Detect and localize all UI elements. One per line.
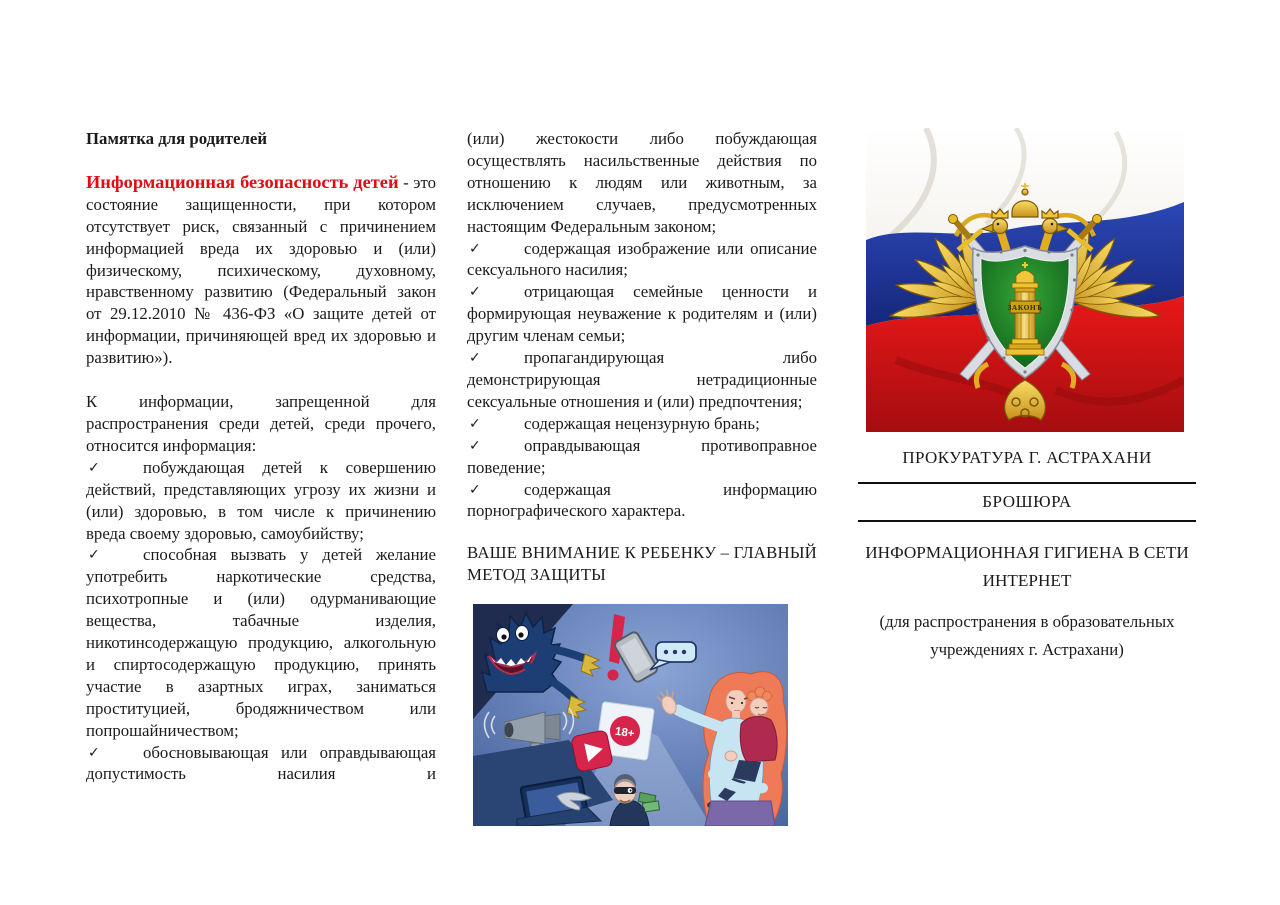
checkmark-icon: ✓ xyxy=(88,459,100,476)
prohibited-info-intro: К информации, запрещенной для распространения среди детей, среди прочего, относится информация: xyxy=(86,392,436,455)
document-type: БРОШЮРА xyxy=(982,491,1072,511)
checkmark-icon: ✓ xyxy=(469,284,481,301)
list-item xyxy=(467,479,817,523)
brochure-subtitle: (для распространения в образовательных учреждениях г. Астрахани) xyxy=(879,611,1175,659)
list-item xyxy=(467,347,817,413)
memo-heading: Памятка для родителей xyxy=(86,129,267,148)
column-left xyxy=(86,128,436,785)
list-item-text: обосновывающая или оправдывающая допустимость насилия и xyxy=(86,742,436,784)
list-item xyxy=(86,544,436,741)
prosecutor-emblem-image xyxy=(866,128,1184,432)
continuation-paragraph: (или) жестокости либо побуждающая осуществлять насильственные действия по отношению к людям или животным, за исключением случаев, предусмотренных настоящим Федеральным законом; xyxy=(467,129,817,236)
column-middle xyxy=(467,128,817,826)
checkmark-icon: ✓ xyxy=(88,547,100,564)
list-item-text: отрицающая семейные ценности и формирующая неуважение к родителям и (или) другим членам семьи; xyxy=(467,282,817,346)
list-item xyxy=(467,238,817,282)
play-button-icon xyxy=(571,730,614,773)
list-item-text: оправдывающая противоправное поведение; xyxy=(467,435,817,477)
brochure-title: ИНФОРМАЦИОННАЯ ГИГИЕНА В СЕТИ ИНТЕРНЕТ xyxy=(865,542,1189,590)
divider-line xyxy=(858,520,1196,522)
column-label: ЗАКОНЪ xyxy=(1007,303,1043,312)
checkmark-icon: ✓ xyxy=(88,744,100,761)
organization-name: ПРОКУРАТУРА Г. АСТРАХАНИ xyxy=(902,448,1152,467)
list-item-text: содержащая изображение или описание сексуального насилия; xyxy=(467,238,817,280)
list-item xyxy=(86,742,436,786)
lead-rest: - это состояние защищенности, при котором отсутствует риск, связанный с причинением информацией вреда их здоровью и (или) физическому, психическому, духовному, нравственному развитию (Федеральный закон от 29.12.2010 № 436-ФЗ «О защите детей от информации, причиняющей вред их здоровью и развитию»). xyxy=(86,172,436,368)
age-label: 18+ xyxy=(614,725,636,741)
list-item xyxy=(467,281,817,347)
list-item xyxy=(467,435,817,479)
checkmark-icon: ✓ xyxy=(469,240,481,257)
lead-term: Информационная безопасность детей xyxy=(86,171,399,192)
checkmark-icon: ✓ xyxy=(469,415,481,432)
checkmark-icon: ✓ xyxy=(469,481,481,498)
list-item xyxy=(86,457,436,545)
list-item xyxy=(467,413,817,435)
checkmark-icon: ✓ xyxy=(469,437,481,454)
list-item-text: содержащая информацию порнографического характера. xyxy=(467,479,817,521)
attention-heading: ВАШЕ ВНИМАНИЕ К РЕБЕНКУ – ГЛАВНЫЙ МЕТОД ЗАЩИТЫ xyxy=(467,543,817,585)
lead-paragraph xyxy=(86,172,436,369)
checkmark-icon: ✓ xyxy=(469,350,481,367)
list-item-text: пропагандирующая либо демонстрирующая нетрадиционные сексуальные отношения и (или) предпочтения; xyxy=(467,348,817,411)
internet-dangers-illustration xyxy=(473,604,788,826)
divider-line xyxy=(858,482,1196,484)
list-item-text: содержащая нецензурную брань; xyxy=(524,413,760,433)
list-item-text: способная вызвать у детей желание употребить наркотические средства, психотропные и (или) одурманивающие вещества, табачные изделия, никотинсодержащую продукцию, алкогольную и спиртосодержащую продукцию, принять участие в азартных играх, заниматься проституцией, бродяжничеством или попрошайничеством; xyxy=(86,545,436,740)
list-item-text: побуждающая детей к совершению действий, представляющих угрозу их жизни и (или) здоровью, в том числе к причинению вреда своему здоровью, самоубийству; xyxy=(86,457,436,543)
column-right xyxy=(858,128,1196,664)
